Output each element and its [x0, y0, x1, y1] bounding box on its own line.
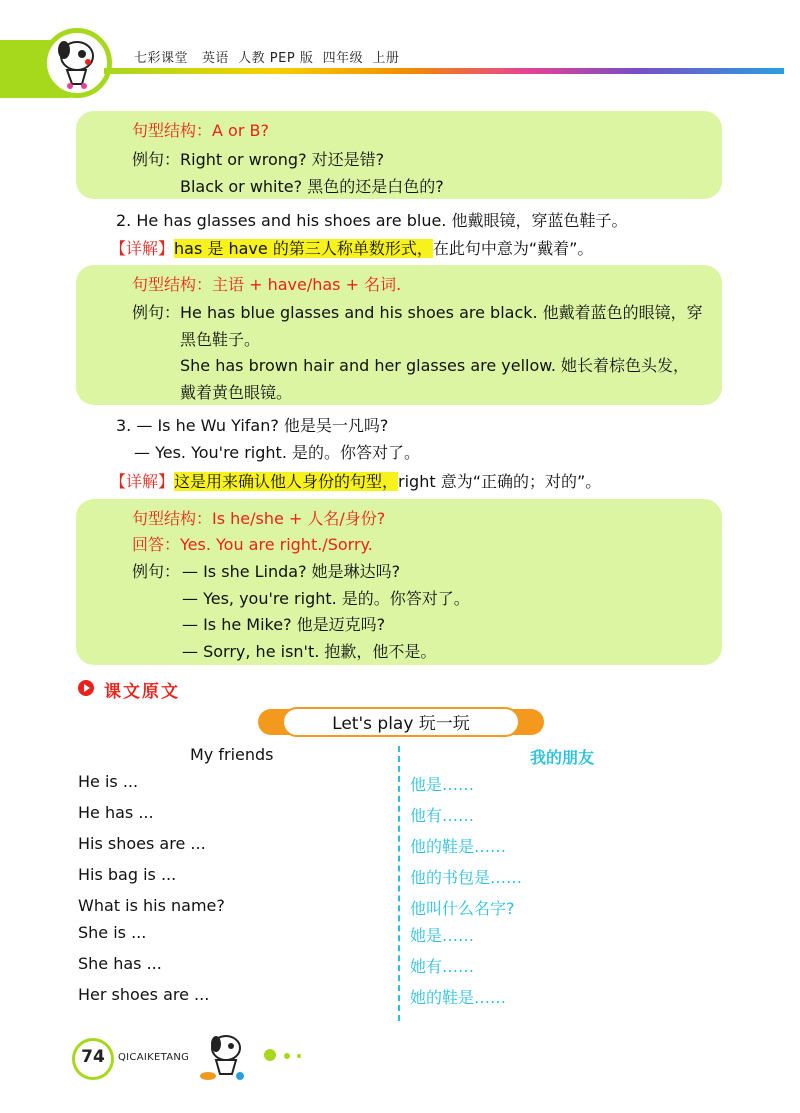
page-number: 74: [81, 1047, 105, 1067]
box3-answer: 回答：Yes. You are right./Sorry.: [132, 535, 373, 554]
item3-tag: 【详解】: [110, 472, 175, 491]
item3-line-2: — Yes. You're right. 是的。你答对了。: [134, 443, 420, 462]
row-en: His bag is ...: [78, 865, 177, 884]
box2-example-1a: He has blue glasses and his shoes are black. 他戴着蓝色的眼镜，穿: [180, 303, 703, 322]
play-bullet-icon: [78, 680, 94, 696]
row-zh: 他叫什么名字?: [410, 899, 515, 918]
header-title: 七彩课堂 英语 人教 PEP 版 四年级 上册: [134, 51, 400, 66]
item2-highlight: has 是 have 的第三人称单数形式，: [174, 239, 433, 258]
dog-mascot-icon: [52, 36, 102, 90]
item3-highlight: 这是用来确认他人身份的句型，: [174, 472, 399, 491]
box1-example-1: Right or wrong? 对还是错?: [180, 150, 385, 169]
footer-dot-medium: [284, 1053, 290, 1059]
row-zh: 她的鞋是……: [410, 988, 507, 1007]
box1-example-label: 例句：: [132, 150, 181, 169]
section-title: 课文原文: [104, 682, 180, 702]
right-column-title: 我的朋友: [530, 748, 595, 767]
box1-example-2: Black or white? 黑色的还是白色的?: [180, 177, 444, 196]
box2-example-1b: 黑色鞋子。: [180, 330, 261, 349]
footer-dot-large: [264, 1049, 276, 1061]
row-en: Her shoes are ...: [78, 985, 210, 1004]
box3-structure: 句型结构：Is he/she + 人名/身份?: [132, 509, 386, 528]
item2-rest: 在此句中意为“戴着”。: [432, 239, 594, 258]
row-zh: 她是……: [410, 926, 475, 945]
banner-title: Let's play 玩一玩: [332, 714, 470, 734]
box3-example-3: — Is he Mike? 他是迈克吗?: [182, 615, 386, 634]
box3-example-2: — Yes, you're right. 是的。你答对了。: [182, 589, 470, 608]
box1-structure: 句型结构：A or B?: [132, 121, 269, 140]
footer-dot-small: [297, 1054, 301, 1058]
item3-line-1: 3. — Is he Wu Yifan? 他是吴一凡吗?: [116, 416, 389, 435]
row-en: He has ...: [78, 803, 154, 822]
row-en: He is ...: [78, 772, 139, 791]
box2-example-2b: 戴着黄色眼镜。: [180, 383, 293, 402]
row-zh: 她有……: [410, 957, 475, 976]
row-en: His shoes are ...: [78, 834, 206, 853]
box3-example-label: 例句：: [132, 562, 181, 581]
row-en: She is ...: [78, 923, 147, 942]
left-column-title: My friends: [190, 745, 274, 764]
item2-explanation: [110, 236, 593, 259]
box2-structure: 句型结构：主语 + have/has + 名词.: [132, 275, 402, 294]
box3-example-1: — Is she Linda? 她是琳达吗?: [182, 562, 401, 581]
column-divider: [398, 746, 400, 1021]
row-en: She has ...: [78, 954, 162, 973]
dog-painting-icon: [198, 1032, 250, 1082]
box2-example-label: 例句：: [132, 303, 181, 322]
box3-example-4: — Sorry, he isn't. 抱歉，他不是。: [182, 642, 437, 661]
row-zh: 他的书包是……: [410, 868, 523, 887]
item3-explanation: [110, 469, 601, 492]
row-zh: 他是……: [410, 775, 475, 794]
box2-example-2a: She has brown hair and her glasses are yellow. 她长着棕色头发，: [180, 356, 690, 375]
item2-tag: 【详解】: [110, 239, 175, 258]
row-en: What is his name?: [78, 896, 225, 915]
row-zh: 他有……: [410, 806, 475, 825]
header-rainbow-stripe: [104, 68, 784, 74]
item2-sentence: 2. He has glasses and his shoes are blue. 他戴眼镜，穿蓝色鞋子。: [116, 211, 628, 230]
footer-brand: QICAIKETANG: [118, 1052, 190, 1063]
item3-rest: right 意为“正确的；对的”。: [398, 472, 602, 491]
row-zh: 他的鞋是……: [410, 837, 507, 856]
